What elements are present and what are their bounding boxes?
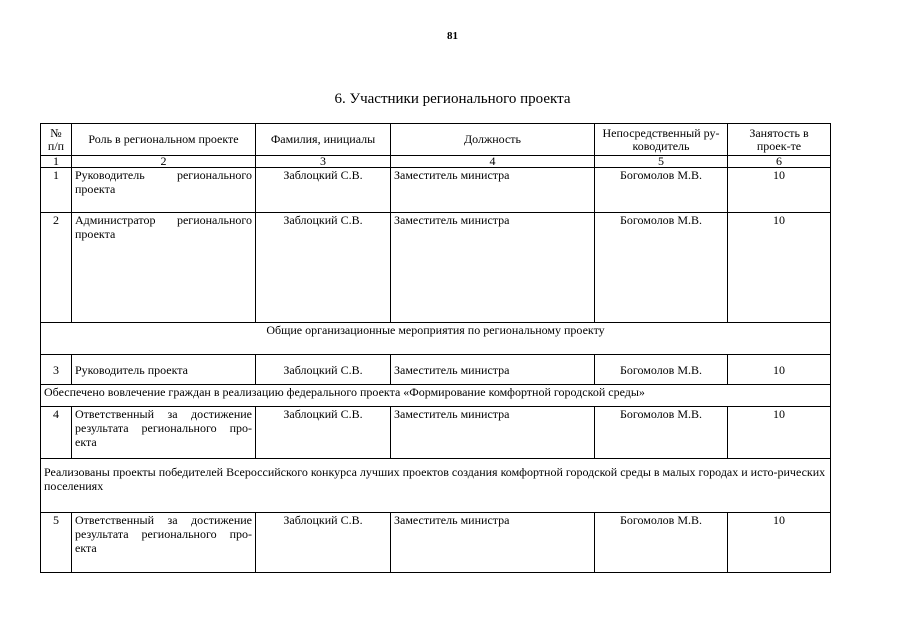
column-number: 5 — [595, 156, 728, 168]
section-row — [41, 323, 831, 355]
row-name: Заблоцкий С.В. — [256, 407, 391, 459]
table-row — [41, 355, 831, 385]
row-load: 10 — [728, 355, 831, 385]
section-row — [41, 459, 831, 513]
row-num: 1 — [41, 168, 72, 213]
section-title: 6. Участники регионального проекта — [334, 91, 571, 107]
header-load: Занятость в проек-те — [728, 124, 831, 156]
row-position: Заместитель министра — [391, 213, 595, 323]
row-supervisor: Богомолов М.В. — [595, 513, 728, 573]
column-number-row — [41, 156, 831, 168]
column-number: 2 — [72, 156, 256, 168]
row-role: Администратор регионального проекта — [72, 213, 256, 323]
table-row — [41, 513, 831, 573]
table-row — [41, 168, 831, 213]
header-position: Должность — [391, 124, 595, 156]
row-load: 10 — [728, 513, 831, 573]
section-heading: Реализованы проекты победителей Всероссийского конкурса лучших проектов создания комфортной городской среды в малых городах и исто-рических поселениях — [41, 459, 831, 513]
row-role: Руководитель регионального проекта — [72, 168, 256, 213]
row-load: 10 — [728, 407, 831, 459]
row-supervisor: Богомолов М.В. — [595, 213, 728, 323]
header-role: Роль в региональном проекте — [72, 124, 256, 156]
row-load: 10 — [728, 213, 831, 323]
header-supervisor: Непосредственный ру-ководитель — [595, 124, 728, 156]
row-name: Заблоцкий С.В. — [256, 355, 391, 385]
row-name: Заблоцкий С.В. — [256, 168, 391, 213]
row-role: Руководитель проекта — [72, 355, 256, 385]
table-header-row — [41, 124, 831, 156]
row-supervisor: Богомолов М.В. — [595, 407, 728, 459]
column-number: 1 — [41, 156, 72, 168]
row-num: 3 — [41, 355, 72, 385]
row-position: Заместитель министра — [391, 407, 595, 459]
row-position: Заместитель министра — [391, 168, 595, 213]
section-heading: Обеспечено вовлечение граждан в реализацию федерального проекта «Формирование комфортной городской среды» — [41, 385, 831, 407]
row-load: 10 — [728, 168, 831, 213]
row-role: Ответственный за достижение результата регионального про-екта — [72, 407, 256, 459]
row-position: Заместитель министра — [391, 355, 595, 385]
row-name: Заблоцкий С.В. — [256, 213, 391, 323]
header-num: № п/п — [41, 124, 72, 156]
row-role: Ответственный за достижение результата регионального про-екта — [72, 513, 256, 573]
column-number: 3 — [256, 156, 391, 168]
section-row — [41, 385, 831, 407]
row-supervisor: Богомолов М.В. — [595, 168, 728, 213]
header-name: Фамилия, инициалы — [256, 124, 391, 156]
row-supervisor: Богомолов М.В. — [595, 355, 728, 385]
column-number: 6 — [728, 156, 831, 168]
section-heading: Общие организационные мероприятия по региональному проекту — [41, 323, 831, 355]
participants-table — [40, 123, 831, 573]
row-position: Заместитель министра — [391, 513, 595, 573]
column-number: 4 — [391, 156, 595, 168]
row-num: 4 — [41, 407, 72, 459]
table-row — [41, 407, 831, 459]
row-num: 2 — [41, 213, 72, 323]
table-row — [41, 213, 831, 323]
row-name: Заблоцкий С.В. — [256, 513, 391, 573]
row-num: 5 — [41, 513, 72, 573]
page-number: 81 — [447, 30, 458, 42]
